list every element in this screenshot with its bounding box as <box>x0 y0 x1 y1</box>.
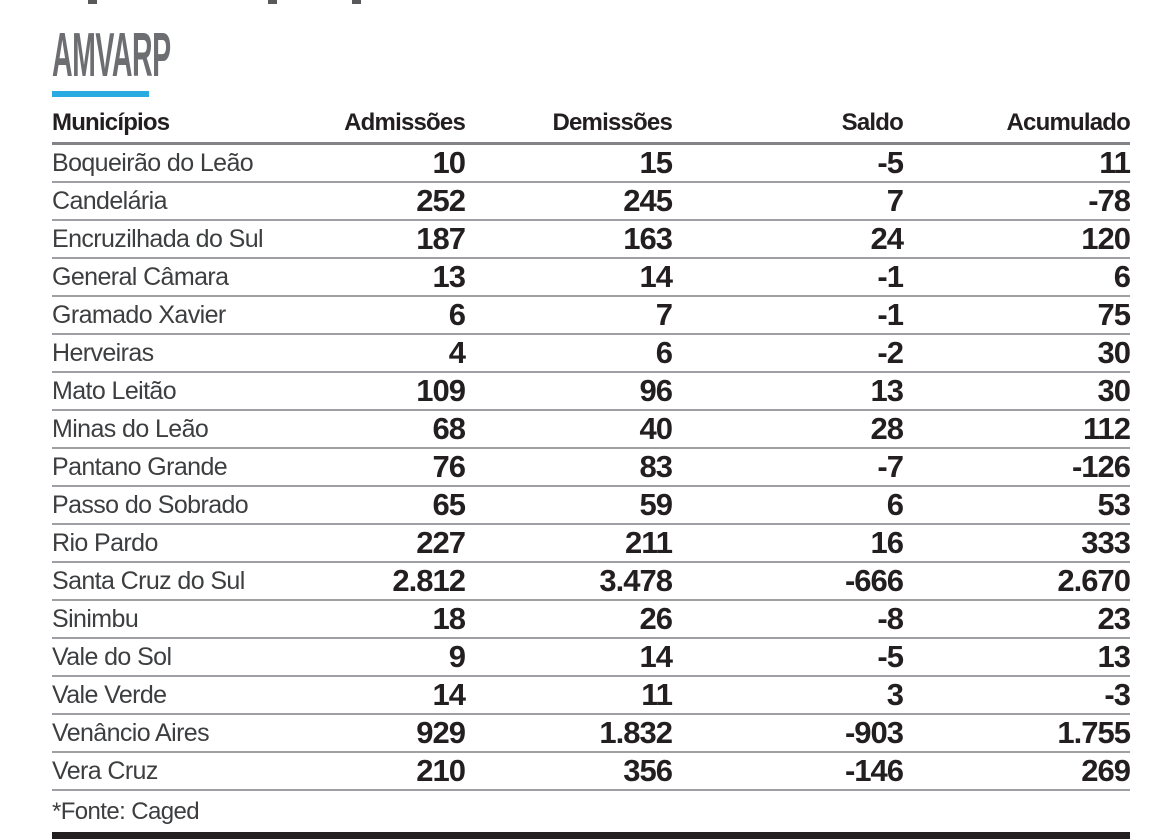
admissions-cell: 227 <box>302 524 465 562</box>
table-body <box>52 144 1130 791</box>
table-graphic <box>52 21 1130 839</box>
accumulated-cell: -3 <box>903 676 1130 714</box>
cropped-text-remnant <box>352 0 361 4</box>
table-row <box>52 182 1130 220</box>
dismissals-cell: 11 <box>465 676 672 714</box>
dismissals-cell: 211 <box>465 524 672 562</box>
table-row <box>52 296 1130 334</box>
balance-cell: 7 <box>672 182 903 220</box>
source-note: *Fonte: Caged <box>52 797 199 825</box>
municipality-name-cell: Vale do Sol <box>52 638 302 676</box>
accumulated-cell: -78 <box>903 182 1130 220</box>
balance-cell: -8 <box>672 600 903 638</box>
column-header-saldo: Saldo <box>672 109 903 144</box>
dismissals-cell: 96 <box>465 372 672 410</box>
municipality-name-cell: Boqueirão do Leão <box>52 144 302 183</box>
title-underline <box>52 91 149 97</box>
dismissals-cell: 3.478 <box>465 562 672 600</box>
dismissals-cell: 7 <box>465 296 672 334</box>
accumulated-cell: -126 <box>903 448 1130 486</box>
balance-cell: 24 <box>672 220 903 258</box>
accumulated-cell: 1.755 <box>903 714 1130 752</box>
admissions-cell: 187 <box>302 220 465 258</box>
table-row <box>52 448 1130 486</box>
admissions-cell: 13 <box>302 258 465 296</box>
municipality-name-cell: Herveiras <box>52 334 302 372</box>
admissions-cell: 929 <box>302 714 465 752</box>
accumulated-cell: 13 <box>903 638 1130 676</box>
municipality-name-cell: Rio Pardo <box>52 524 302 562</box>
table-row <box>52 752 1130 790</box>
accumulated-cell: 2.670 <box>903 562 1130 600</box>
dismissals-cell: 14 <box>465 638 672 676</box>
municipality-name-cell: Venâncio Aires <box>52 714 302 752</box>
table-row <box>52 714 1130 752</box>
balance-cell: -146 <box>672 752 903 790</box>
source-row <box>52 790 1130 832</box>
admissions-cell: 2.812 <box>302 562 465 600</box>
municipality-name-cell: Encruzilhada do Sul <box>52 220 302 258</box>
admissions-cell: 14 <box>302 676 465 714</box>
table-footer <box>52 790 1130 832</box>
accumulated-cell: 30 <box>903 334 1130 372</box>
table-row <box>52 410 1130 448</box>
municipality-name-cell: Candelária <box>52 182 302 220</box>
cropped-text-remnant <box>88 0 97 4</box>
table-row <box>52 144 1130 183</box>
balance-cell: -1 <box>672 258 903 296</box>
balance-cell: -666 <box>672 562 903 600</box>
accumulated-cell: 11 <box>903 144 1130 183</box>
accumulated-cell: 75 <box>903 296 1130 334</box>
municipality-name-cell: Vale Verde <box>52 676 302 714</box>
page-title: AMVARP <box>52 21 171 90</box>
accumulated-cell: 23 <box>903 600 1130 638</box>
column-header-admissoes: Admissões <box>302 109 465 144</box>
accumulated-cell: 30 <box>903 372 1130 410</box>
admissions-cell: 9 <box>302 638 465 676</box>
table-row <box>52 676 1130 714</box>
dismissals-cell: 14 <box>465 258 672 296</box>
admissions-cell: 4 <box>302 334 465 372</box>
admissions-cell: 252 <box>302 182 465 220</box>
table-row <box>52 524 1130 562</box>
cropped-text-remnant <box>268 0 277 4</box>
table-row <box>52 258 1130 296</box>
municipality-name-cell: Santa Cruz do Sul <box>52 562 302 600</box>
municipality-name-cell: Vera Cruz <box>52 752 302 790</box>
admissions-cell: 76 <box>302 448 465 486</box>
admissions-cell: 68 <box>302 410 465 448</box>
municipality-name-cell: Sinimbu <box>52 600 302 638</box>
municipality-name-cell: Minas do Leão <box>52 410 302 448</box>
admissions-cell: 210 <box>302 752 465 790</box>
table-row <box>52 486 1130 524</box>
balance-cell: -903 <box>672 714 903 752</box>
accumulated-cell: 333 <box>903 524 1130 562</box>
admissions-cell: 18 <box>302 600 465 638</box>
municipalities-table <box>52 109 1130 832</box>
dismissals-cell: 40 <box>465 410 672 448</box>
balance-cell: -1 <box>672 296 903 334</box>
dismissals-cell: 59 <box>465 486 672 524</box>
column-header-acumulado: Acumulado <box>903 109 1130 144</box>
accumulated-cell: 6 <box>903 258 1130 296</box>
balance-cell: -7 <box>672 448 903 486</box>
accumulated-cell: 120 <box>903 220 1130 258</box>
table-row <box>52 638 1130 676</box>
admissions-cell: 109 <box>302 372 465 410</box>
accumulated-cell: 53 <box>903 486 1130 524</box>
dismissals-cell: 245 <box>465 182 672 220</box>
balance-cell: -5 <box>672 638 903 676</box>
balance-cell: 16 <box>672 524 903 562</box>
dismissals-cell: 1.832 <box>465 714 672 752</box>
accumulated-cell: 269 <box>903 752 1130 790</box>
dismissals-cell: 26 <box>465 600 672 638</box>
municipality-name-cell: Pantano Grande <box>52 448 302 486</box>
municipality-name-cell: Mato Leitão <box>52 372 302 410</box>
municipality-name-cell: General Câmara <box>52 258 302 296</box>
balance-cell: -2 <box>672 334 903 372</box>
accumulated-cell: 112 <box>903 410 1130 448</box>
municipality-name-cell: Passo do Sobrado <box>52 486 302 524</box>
dismissals-cell: 83 <box>465 448 672 486</box>
balance-cell: -5 <box>672 144 903 183</box>
header-row <box>52 109 1130 144</box>
balance-cell: 6 <box>672 486 903 524</box>
bottom-rule <box>52 832 1130 839</box>
balance-cell: 13 <box>672 372 903 410</box>
dismissals-cell: 6 <box>465 334 672 372</box>
admissions-cell: 65 <box>302 486 465 524</box>
table-row <box>52 600 1130 638</box>
column-header-municipios: Municípios <box>52 109 302 144</box>
dismissals-cell: 163 <box>465 220 672 258</box>
balance-cell: 3 <box>672 676 903 714</box>
table-row <box>52 562 1130 600</box>
column-header-demissoes: Demissões <box>465 109 672 144</box>
balance-cell: 28 <box>672 410 903 448</box>
admissions-cell: 10 <box>302 144 465 183</box>
dismissals-cell: 356 <box>465 752 672 790</box>
table-row <box>52 220 1130 258</box>
municipality-name-cell: Gramado Xavier <box>52 296 302 334</box>
table-row <box>52 334 1130 372</box>
dismissals-cell: 15 <box>465 144 672 183</box>
table-header <box>52 109 1130 144</box>
table-row <box>52 372 1130 410</box>
admissions-cell: 6 <box>302 296 465 334</box>
